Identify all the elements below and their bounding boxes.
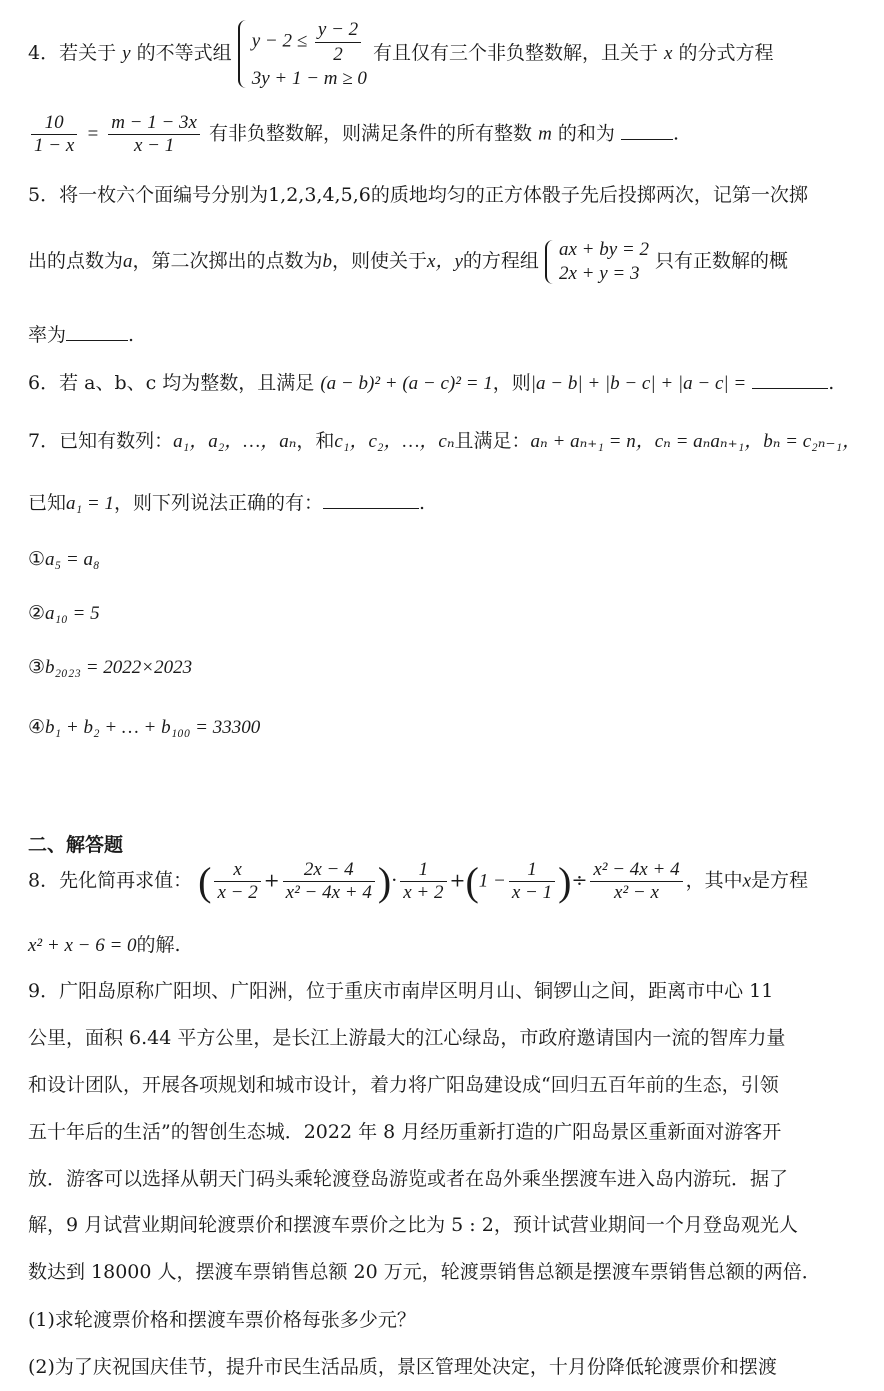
denominator: x + 2 [403,882,444,903]
paren-close: ) [377,859,392,904]
q8-text: 8．先化简再求值： [28,869,193,892]
divide-sign: ÷ [571,869,588,892]
paren-open: ( [198,859,212,904]
given: a₁ = 1 [66,493,114,514]
dot-sign: · [391,869,398,892]
var-m: m [538,123,552,145]
denominator: x² − 4x + 4 [285,882,372,903]
row-left: y − 2 ≤ [251,30,312,52]
q9-line: (2)为了庆祝国庆佳节，提升市民生活品质，景区管理处决定，十月份降低轮渡票价和摆渡 [28,1356,777,1378]
system-row-1: ax + by = 2 [558,239,649,260]
brace [545,240,557,284]
option-mark: ② [28,602,46,624]
q5-text: 出的点数为 [28,249,124,272]
q5-line3 [28,320,134,347]
plus-sign: + [449,869,466,892]
q6-text: ，则 [492,372,531,394]
numerator: 2x − 4 [283,859,375,882]
q5-text: ，第二次掷出的点数为 [132,249,323,272]
q8-line1 [28,858,808,905]
q5-text: 只有正数解的概 [655,249,789,272]
question-number: 4． [28,42,60,65]
period: . [128,324,135,346]
q7-option-1 [28,548,100,571]
condition: aₙ + aₙ₊₁ = n，cₙ = aₙaₙ₊₁，bₙ = c₂ₙ₋₁， [530,431,862,452]
q7-text: 7．已知有数列： [28,430,174,452]
period: . [418,492,426,514]
q5-text: 的方程组 [462,249,539,272]
q9-line: (1)求轮渡票价格和摆渡车票价格每张多少元？ [28,1309,416,1331]
expression: (a − b)² + (a − c)² = 1 [320,373,493,394]
period: . [672,122,679,145]
q6-text: 6．若 a、b、c 均为整数，且满足 [28,372,315,394]
q7-option-4 [28,716,260,739]
sequence-c: c₁，c₂，…，cₙ [334,431,455,452]
option-mark: ③ [28,656,46,678]
option-expr: a₅ = a₈ [45,549,100,570]
q9-line: 和设计团队，开展各项规划和城市设计，着力将广阳岛建设成“回归五百年前的生态，引领 [28,1074,779,1096]
q7-line2 [28,488,425,515]
denominator: x − 1 [133,135,175,156]
q4-text: 的不等式组 [136,42,232,65]
q9-line: 公里，面积 6.44 平方公里，是长江上游最大的江心绿岛，市政府邀请国内一流的智库力量 [28,1027,786,1049]
q7-option-3 [28,656,192,679]
equation: x² + x − 6 = 0 [28,935,137,956]
q5-text: ，则使关于 [332,249,428,272]
fraction-2 [108,112,200,157]
q5-text: 率为 [28,324,67,346]
q4-line1 [28,18,774,90]
var-x: x [742,870,752,892]
paren-open: ( [465,859,479,904]
q6-line [28,368,834,395]
fraction-1 [214,859,260,904]
denominator: 2 [333,43,343,65]
q9-line: 9．广阳岛原称广阳坝、广阳洲，位于重庆市南岸区明月山、铜锣山之间，距离市中心 11 [28,980,774,1002]
fraction-5 [590,859,682,904]
var-a: a [123,250,133,272]
q8-text: 的解. [136,934,181,956]
option-expr: b₂₀₂₃ = 2022×2023 [45,657,193,678]
var-x: x [664,43,673,65]
brace [238,20,250,88]
q7-option-2 [28,602,100,625]
q4-text: 若关于 [59,42,117,65]
system-row-1 [252,18,367,67]
expression: |a − b| + |b − c| + |a − c| = [530,373,747,394]
numerator: m − 1 − 3x [108,112,200,135]
period: . [828,372,835,394]
q8-line2 [28,930,181,957]
plus-sign: + [263,869,280,892]
system-row-2: 2x + y = 3 [558,262,640,284]
numerator: 10 [31,112,77,135]
answer-blank[interactable] [66,340,128,341]
numerator: x [214,859,260,882]
q9-line: 数达到 18000 人，摆渡车票销售总额 20 万元，轮渡票销售总额是摆渡车票销售总额的两倍． [28,1261,821,1283]
inequality-system [238,18,367,90]
numerator: y − 2 [315,18,361,43]
q8-text: 是方程 [751,869,809,892]
q8-text: ，其中 [685,869,743,892]
var-b: b [322,250,333,272]
answer-blank[interactable] [323,508,419,509]
option-expr: b₁ + b₂ + … + b₁₀₀ = 33300 [45,717,261,738]
q4-line2 [28,112,679,157]
q4-text: 有且仅有三个非负整数解，且关于 [372,42,658,65]
q7-line1 [28,426,861,453]
q7-text: ，和 [296,430,335,452]
denominator: 1 − x [34,135,75,156]
answer-blank[interactable] [752,388,828,389]
q4-text: 有非负整数解，则满足条件的所有整数 [209,122,533,145]
q9-line: 解，9 月试营业期间轮渡票价和摆渡车票价之比为 5 : 2，预计试营业期间一个月登岛观光人 [28,1214,798,1236]
system-row-2: 3y + 1 − m ≥ 0 [251,67,367,89]
var-y: y [122,43,131,65]
one-minus: 1 − [478,870,506,892]
option-mark: ① [28,548,46,570]
numerator: x² − 4x + 4 [590,859,682,882]
q9-line: 放．游客可以选择从朝天门码头乘轮渡登岛游览或者在岛外乘坐摆渡车进入岛内游玩．据了 [28,1168,789,1190]
q7-text: ，则下列说法正确的有： [113,492,323,514]
fraction-4 [509,859,555,904]
numerator: 1 [509,859,555,882]
denominator: x − 1 [511,882,553,903]
section-title: 二、解答题 [28,834,124,856]
sequence-a: a₁，a₂，…，aₙ [173,431,297,452]
equation-system [545,238,649,286]
equals-sign: = [86,123,100,145]
q9-line: 五十年后的生活”的智创生态城．2022 年 8 月经历重新打造的广阳岛景区重新面对游客开 [28,1121,782,1143]
q4-text: 的和为 [557,122,615,145]
q7-text: 且满足： [454,430,531,452]
q5-line2 [28,238,788,286]
option-mark: ④ [28,716,46,738]
fraction-3 [400,859,446,904]
answer-blank[interactable] [621,139,673,140]
fraction-2 [283,859,375,904]
vars-xy: x，y [427,250,463,272]
fraction-1 [31,112,77,157]
fraction [315,18,361,67]
option-expr: a₁₀ = 5 [45,603,100,624]
paren-close: ) [558,859,572,904]
q7-text: 已知 [28,492,67,514]
q5-line1: 5．将一枚六个面编号分别为1,2,3,4,5,6的质地均匀的正方体骰子先后投掷两次，记第一次掷 [28,184,808,206]
denominator: x − 2 [217,882,258,903]
q4-text: 的分式方程 [678,42,774,65]
numerator: 1 [400,859,446,882]
denominator: x² − x [614,882,659,903]
